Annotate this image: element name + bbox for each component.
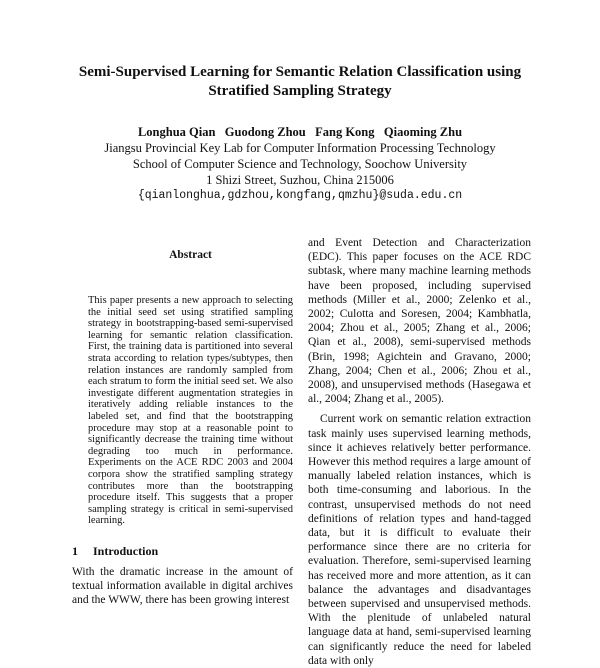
right-paragraph-2: Current work on semantic relation extraction task mainly uses supervised learning methods, since it achieves relatively better performance. However this method requires a large amount of manually labeled relation instances, which is both time-consuming and laborious. In the contrast, unsupervised methods do not need definitions of relation types and hand-tagged data, but it is difficult to evaluate their performance since there are no criteria for evaluation. Therefore, semi-supervised learning has received more and more attention, as it can balance the advantages and disadvantages between supervised and unsupervised methods. With the plenitude of unlabeled natural language data at hand, semi-supervised learning can significantly reduce the need for labeled data with only bbox=[308, 413, 531, 667]
author-email: {qianlonghua,gdzhou,kongfang,qmzhu}@suda.edu.cn bbox=[137, 189, 463, 202]
paper-title bbox=[40, 63, 560, 101]
section-title: Introduction bbox=[93, 544, 159, 558]
author-names: Longhua Qian Guodong Zhou Fang Kong Qiaoming Zhu bbox=[137, 125, 463, 139]
left-column bbox=[88, 248, 293, 527]
section-number: 1 bbox=[72, 544, 78, 558]
affiliation-lab: Jiangsu Provincial Key Lab for Computer Information Processing Technology bbox=[104, 141, 496, 155]
introduction-heading bbox=[72, 544, 158, 558]
abstract-heading: Abstract bbox=[169, 249, 212, 261]
affiliation-school: School of Computer Science and Technology, Soochow University bbox=[132, 157, 468, 171]
title-line-2: Stratified Sampling Strategy bbox=[208, 83, 392, 99]
right-paragraph-1: and Event Detection and Characterization (EDC). This paper focuses on the ACE RDC subtask, where many machine learning methods have been proposed, including supervised methods (Miller et al., 2000; Zelenko et al., 2002; Culotta and Soresen, 2004; Kambhatla, 2004; Zhou et al., 2005; Zhang et al., 2006; Qian et al., 2008), semi-supervised methods (Brin, 1998; Agichtein and Gravano, 2000; Zhang, 2004; Chen et al., 2006; Zhou et al., 2008), and unsupervised methods (Hasegawa et al., 2004; Zhang et al., 2005). bbox=[308, 237, 531, 406]
introduction-text: With the dramatic increase in the amount of textual information available in digital archives and the WWW, there has been growing interest bbox=[72, 566, 293, 607]
right-column bbox=[308, 236, 531, 668]
abstract-text: This paper presents a new approach to selecting the initial seed set using stratified sampling strategy in bootstrapping-based semi-supervised learning for semantic relation classification. First, the training data is partitioned into several strata according to relation types/subtypes, then relation instances are randomly sampled from each stratum to form the initial seed set. We also investigate different augmentation strategies in iteratively adding reliable instances to the labeled set, and find that the bootstrapping procedure may stop at a reasonable point to significantly decrease the training time without degrading too much in performance. Experiments on the ACE RDC 2003 and 2004 corpora show the stratified sampling strategy contributes more than the bootstrapping procedure itself. This suggests that a proper sampling strategy is critical in semi-supervised learning. bbox=[88, 295, 293, 527]
author-block bbox=[40, 124, 560, 204]
affiliation-address: 1 Shizi Street, Suzhou, China 215006 bbox=[206, 173, 394, 187]
title-line-1: Semi-Supervised Learning for Semantic Relation Classification using bbox=[78, 64, 522, 80]
